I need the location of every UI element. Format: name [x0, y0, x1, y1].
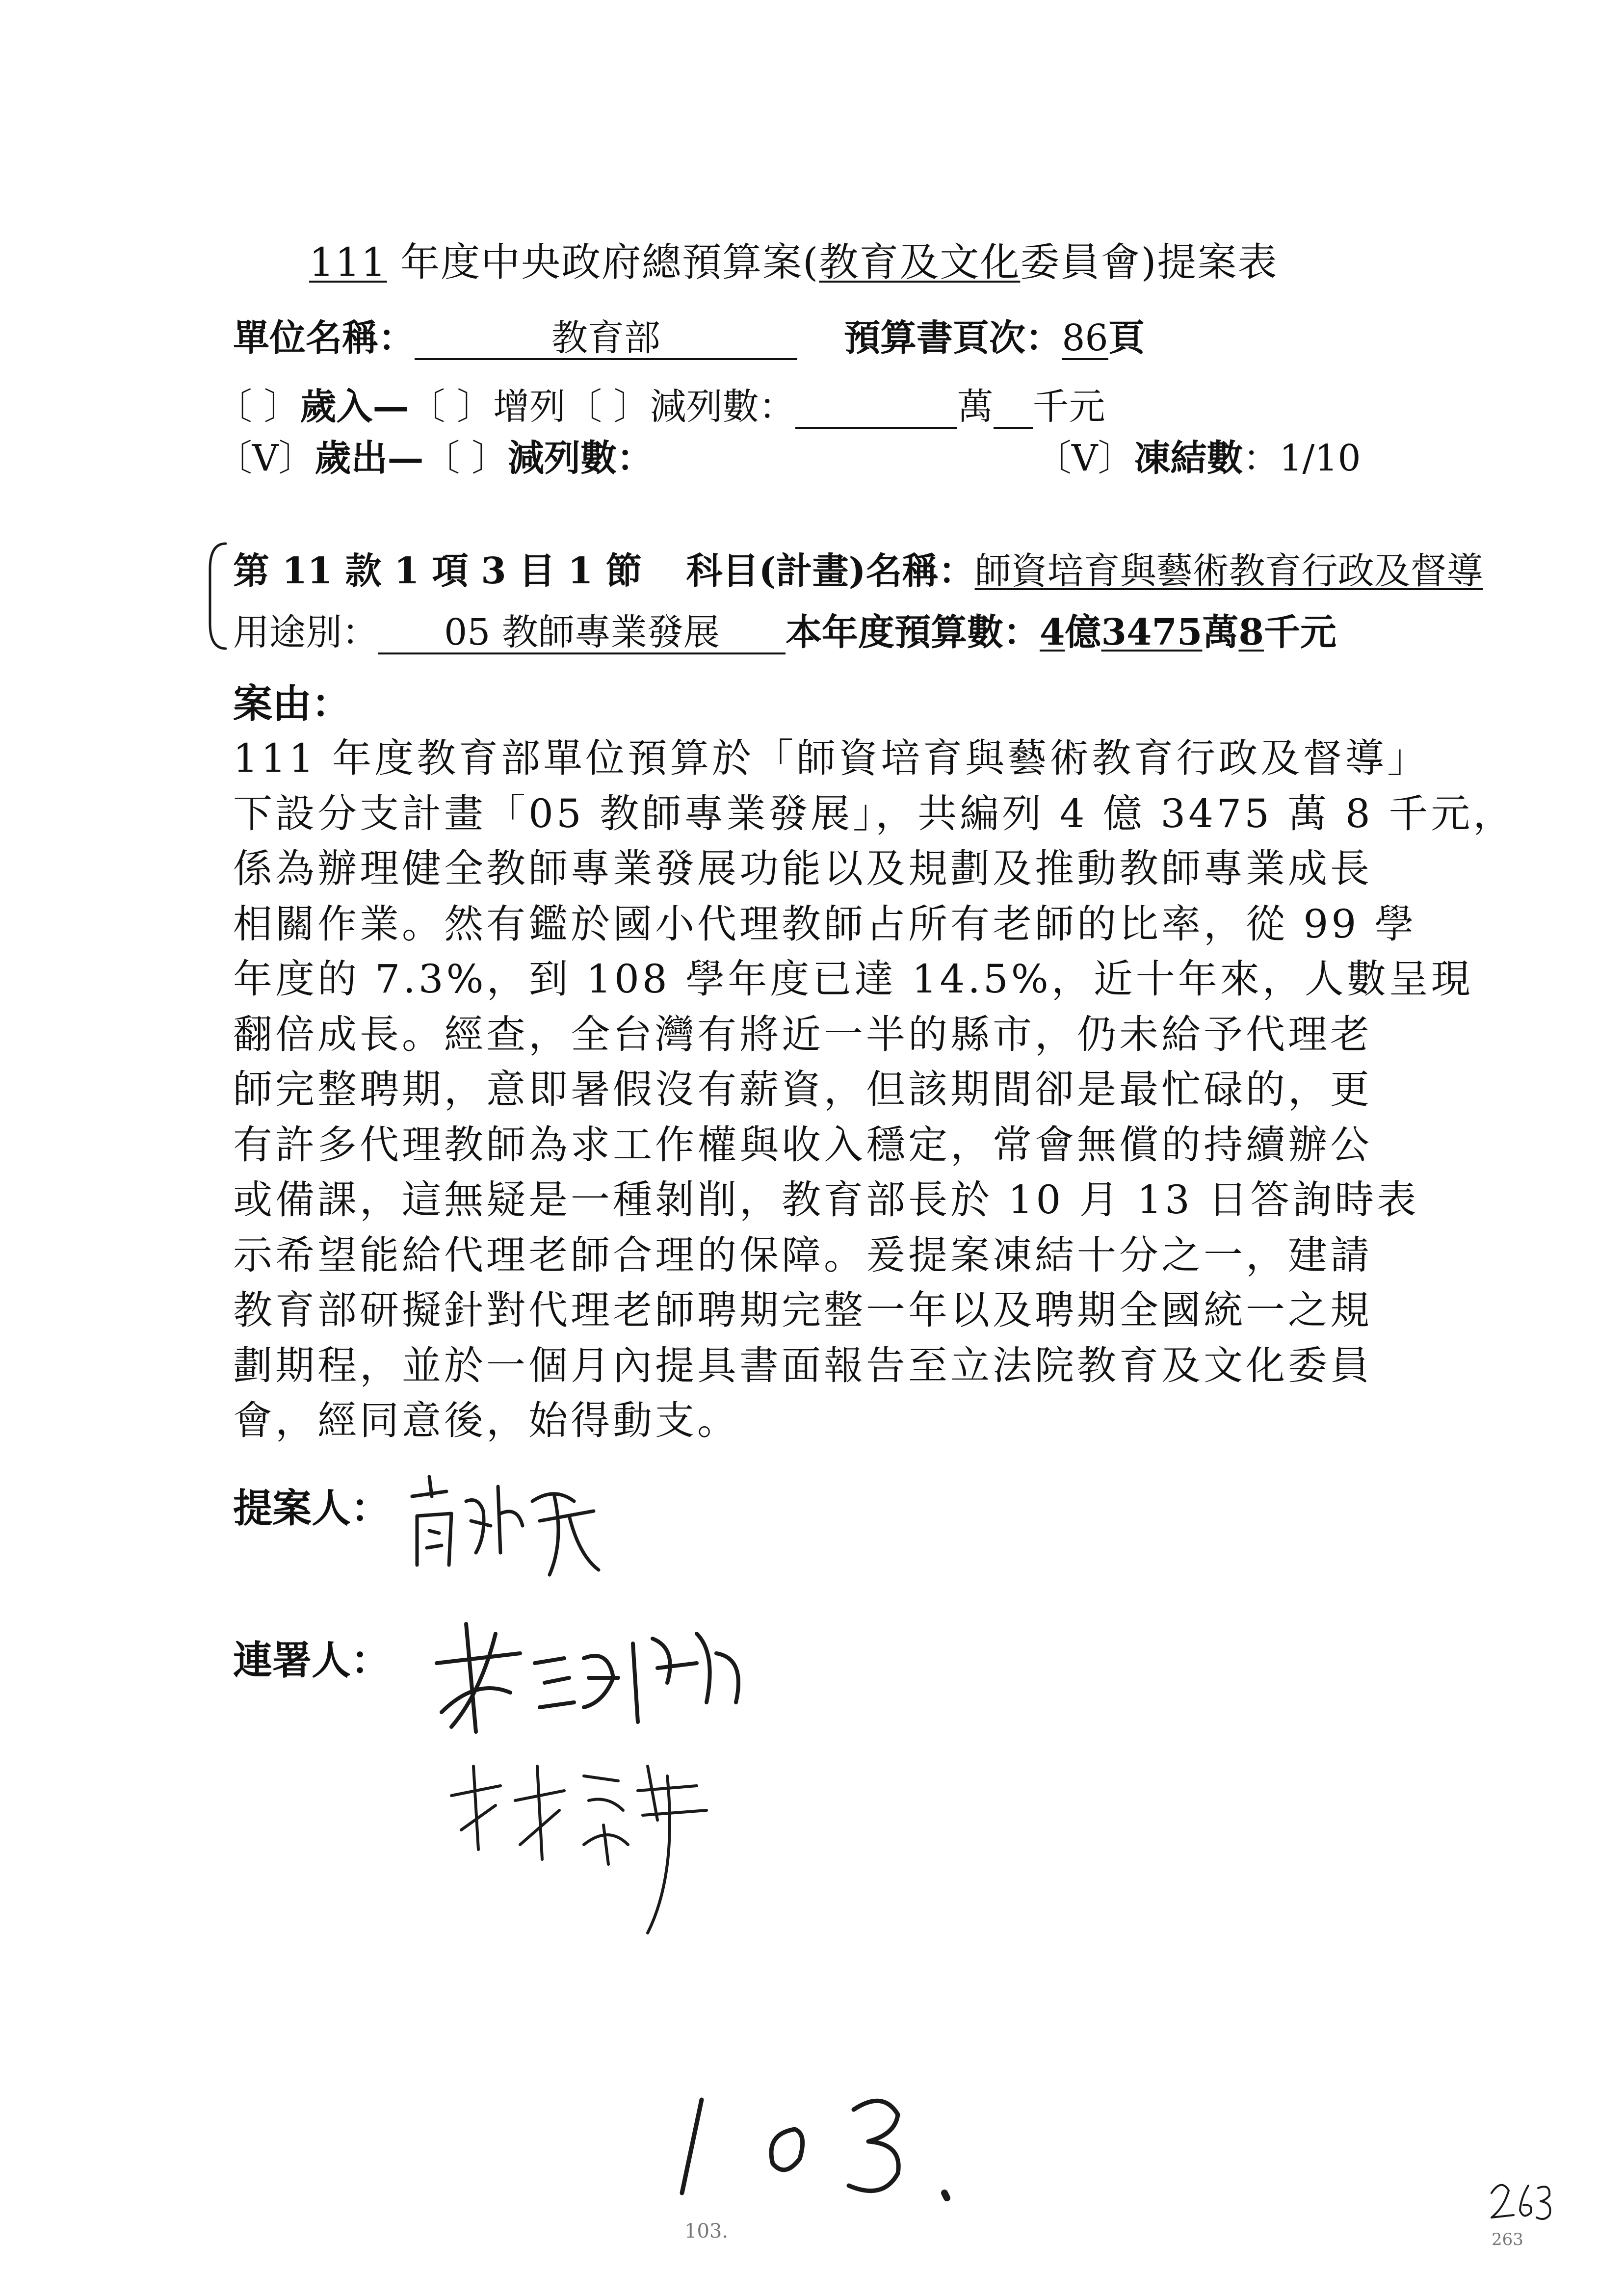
cosigner-signature-2-icon — [442, 1747, 746, 1953]
reason-line: 下設分支計畫「05 教師專業發展」，共編列 4 億 3475 萬 8 千元， — [233, 790, 1516, 836]
reason-line: 係為辦理健全教師專業發展功能以及規劃及推動教師專業成長 — [233, 846, 1372, 891]
reason-line: 相關作業。然有鑑於國小代理教師占所有老師的比率，從 99 學 — [233, 901, 1417, 947]
expenditure-label: 歲出— — [314, 437, 424, 479]
freeze-row — [1035, 429, 1361, 481]
budget-label: 本年度預算數： — [786, 611, 1040, 653]
proposer-signature-icon — [393, 1467, 648, 1614]
budget-wan-amount: 3475 — [1101, 611, 1203, 653]
decrease-amount-blank — [795, 387, 957, 429]
budget-wan-unit: 萬 — [1202, 611, 1239, 653]
reason-line: 示希望能給代理老師合理的保障。爰提案凍結十分之一，建請 — [233, 1232, 1372, 1278]
title-text-2: 委員會)提案表 — [1020, 239, 1278, 285]
budget-yi-unit: 億 — [1065, 611, 1101, 653]
freeze-label: 凍結數 — [1134, 437, 1243, 479]
reason-line: 年度的 7.3%，到 108 學年度已達 14.5%，近十年來，人數呈現 — [233, 956, 1473, 1002]
page-ref-row — [844, 309, 1145, 361]
page-ref-value: 86 — [1062, 318, 1108, 360]
title-year: 111 — [309, 239, 387, 285]
usage-row — [233, 603, 1336, 655]
corner-number-icon — [1487, 2173, 1560, 2227]
qianyuan-unit: 千元 — [1032, 386, 1105, 428]
subject-label: 科目(計畫)名稱： — [686, 550, 975, 592]
unit-value: 教育部 — [415, 318, 797, 360]
revenue-label: 歲入— — [300, 386, 409, 428]
budget-qian-unit: 千元 — [1263, 611, 1336, 653]
reason-line: 教育部研擬針對代理老師聘期完整一年以及聘期全國統一之規 — [233, 1287, 1372, 1333]
expenditure-checkbox: 〔V〕 — [216, 437, 315, 479]
budget-yi-amount: 4 — [1040, 611, 1065, 653]
cosigner-signature-1-icon — [422, 1604, 775, 1751]
wan-unit: 萬 — [957, 386, 994, 428]
reason-line: 有許多代理教師為求工作權與收入穩定，常會無償的持續辦公 — [233, 1122, 1372, 1168]
reason-line: 翻倍成長。經查，全台灣有將近一半的縣市，仍未給予代理老 — [233, 1011, 1372, 1057]
subject-value: 師資培育與藝術教育行政及督導 — [974, 550, 1483, 592]
usage-value: 05 教師專業發展 — [378, 613, 786, 654]
page-ref-suffix: 頁 — [1108, 317, 1145, 359]
title-committee: 教育及文化 — [819, 239, 1021, 285]
revenue-line — [216, 378, 1105, 430]
reason-line: 師完整聘期，意即暑假沒有薪資，但該期間卻是最忙碌的，更 — [233, 1067, 1372, 1112]
reason-line: 劃期程，並於一個月內提具書面報告至立法院教育及文化委員 — [233, 1342, 1372, 1388]
usage-label: 用途別： — [233, 611, 378, 653]
increase-checkbox: 〔 〕 — [409, 386, 494, 428]
unit-row — [233, 309, 797, 361]
reason-heading: 案由： — [233, 680, 351, 727]
reason-line: 或備課，這無疑是一種剝削，教育部長於 10 月 13 日答詢時表 — [233, 1177, 1419, 1223]
proposer-label: 提案人： — [233, 1485, 390, 1531]
increase-label: 增列 — [493, 386, 566, 428]
item-bracket-icon — [206, 540, 236, 652]
decrease-checkbox: 〔 〕 — [566, 386, 650, 428]
page-number: 103. — [684, 2220, 729, 2243]
document-title — [309, 231, 1278, 287]
freeze-sep: ： — [1243, 437, 1280, 479]
freeze-checkbox: 〔V〕 — [1035, 437, 1134, 479]
item-row — [233, 542, 1483, 594]
unit-label: 單位名稱： — [233, 317, 415, 359]
expenditure-line — [216, 429, 653, 481]
qian-amount-blank — [994, 387, 1033, 429]
exp-decrease-checkbox: 〔 〕 — [423, 437, 508, 479]
budget-qian-amount: 8 — [1238, 611, 1264, 653]
item-section: 第 11 款 1 項 3 目 1 節 — [233, 550, 642, 592]
revenue-checkbox: 〔 〕 — [216, 386, 300, 428]
cosigner-label: 連署人： — [233, 1637, 390, 1683]
page-number-icon — [667, 2080, 981, 2218]
freeze-value: 1/10 — [1279, 437, 1361, 479]
corner-number: 263 — [1492, 2230, 1523, 2249]
reason-line: 111 年度教育部單位預算於「師資培育與藝術教育行政及督導」 — [233, 735, 1430, 781]
decrease-label: 減列數： — [650, 386, 795, 428]
reason-line: 會，經同意後，始得動支。 — [233, 1398, 739, 1443]
reason-body — [233, 731, 1516, 1449]
page-ref-label: 預算書頁次： — [844, 317, 1062, 359]
exp-decrease-label: 減列數： — [507, 437, 653, 479]
title-text-1: 年度中央政府總預算案( — [387, 239, 819, 285]
